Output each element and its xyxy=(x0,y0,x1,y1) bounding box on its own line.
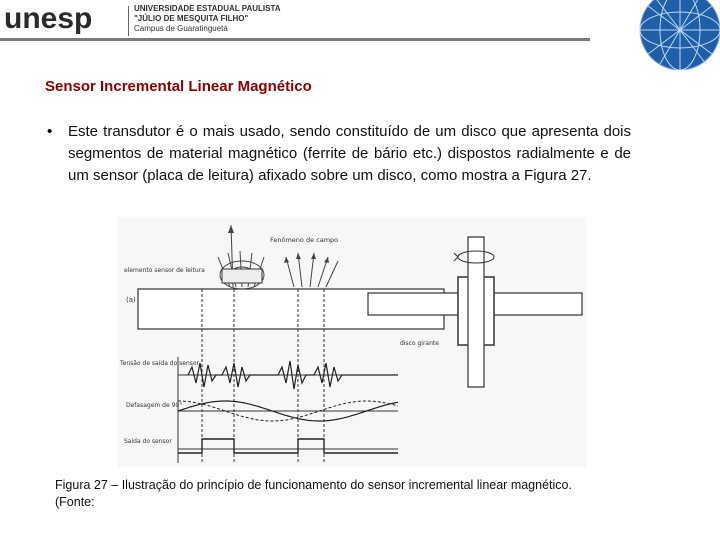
label-output: Saída do sensor xyxy=(124,438,172,445)
slide-title: Sensor Incremental Linear Magnético xyxy=(45,78,312,95)
institution-block xyxy=(134,4,281,34)
caption-line-2: (Fonte: xyxy=(55,495,95,509)
institution-name: UNIVERSIDADE ESTADUAL PAULISTA xyxy=(134,4,281,13)
campus-name: Campus de Guaratinguetá xyxy=(134,24,228,33)
header xyxy=(0,0,720,70)
label-voltage: Tensão de saída do sensor xyxy=(120,360,200,367)
logo-separator xyxy=(128,6,129,36)
unesp-logo: unesp xyxy=(4,2,93,35)
label-sensor: elemento sensor de leitura xyxy=(124,267,205,274)
label-phase: Defasagem de 90° xyxy=(126,402,183,409)
header-divider xyxy=(0,38,590,41)
label-a: (a) xyxy=(126,296,136,304)
figure-caption xyxy=(55,477,655,511)
caption-line-1: Figura 27 – Ilustração do princípio de funcionamento do sensor incremental linear magnético. xyxy=(55,478,572,492)
label-disk: disco girante xyxy=(400,340,439,347)
body-paragraph: Este transdutor é o mais usado, sendo constituído de um disco que apresenta dois segmentos de material magnético (ferrite de bário etc.) dispostos radialmente e de um sensor (placa de leitura) afixado sobre um disco, como mostra a Figura 27. xyxy=(68,123,631,184)
sensor-figure xyxy=(118,217,586,467)
globe-icon xyxy=(596,0,720,70)
institution-subtitle: "JÚLIO DE MESQUITA FILHO" xyxy=(134,14,249,23)
bullet-marker: • xyxy=(47,123,53,140)
label-fields: Fenômeno de campo xyxy=(270,236,339,244)
